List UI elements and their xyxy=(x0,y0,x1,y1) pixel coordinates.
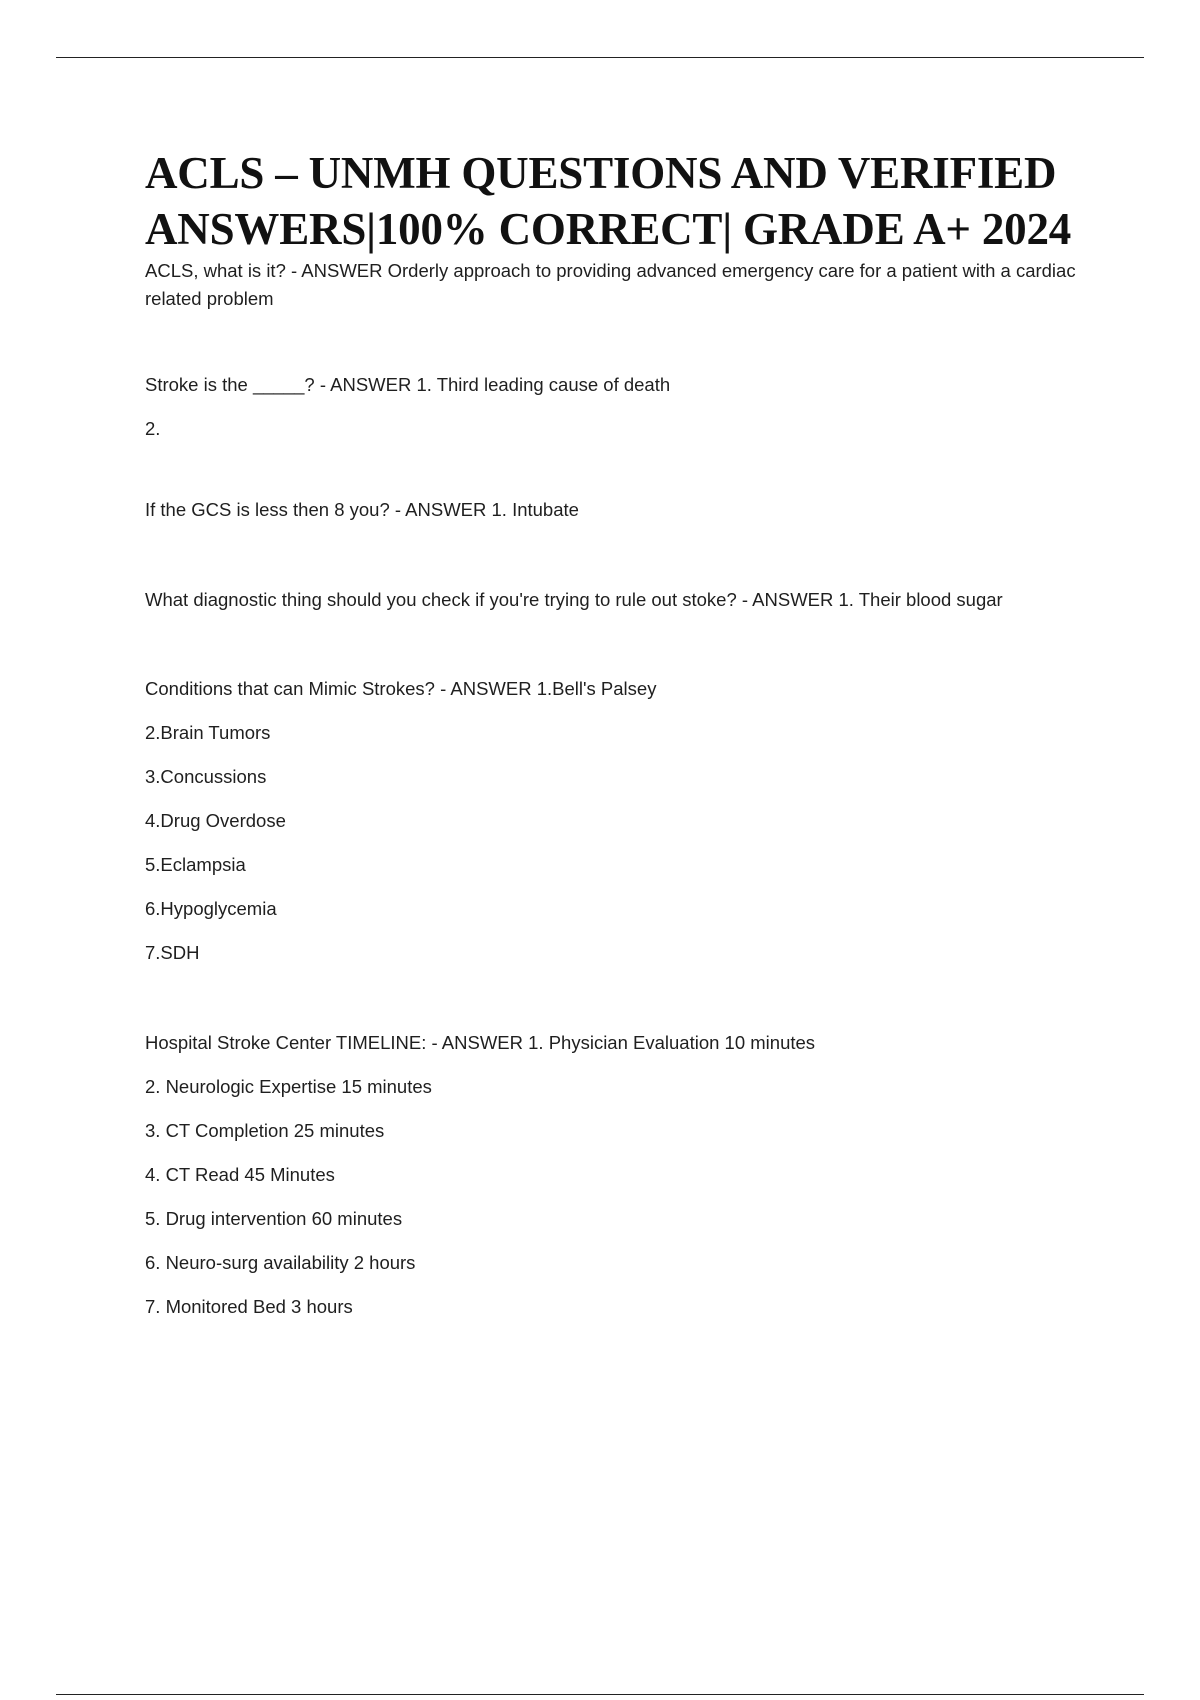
list-item: 7. Monitored Bed 3 hours xyxy=(145,1296,353,1317)
list-item: 2. xyxy=(145,418,161,439)
list-item: 4. CT Read 45 Minutes xyxy=(145,1164,335,1185)
list-item: 5.Eclampsia xyxy=(145,854,246,875)
list-item: 4.Drug Overdose xyxy=(145,810,286,831)
qa-timeline-question: Hospital Stroke Center TIMELINE: - ANSWER 1. Physician Evaluation 10 minutes xyxy=(145,1032,816,1053)
list-item: 6. Neuro-surg availability 2 hours xyxy=(145,1252,416,1273)
qa-mimic-question: Conditions that can Mimic Strokes? - ANSWER 1.Bell's Palsey xyxy=(145,678,657,699)
document-title: ACLS – UNMH QUESTIONS AND VERIFIED ANSWERS|100% CORRECT| GRADE A+ 2024 xyxy=(145,148,1072,254)
document-body xyxy=(145,145,1105,1321)
qa-stroke-question: Stroke is the _____? - ANSWER 1. Third leading cause of death xyxy=(145,374,671,395)
qa-acls-definition: ACLS, what is it? - ANSWER Orderly approach to providing advanced emergency care for a patient with a cardiac related problem xyxy=(145,260,1076,309)
list-item: 7.SDH xyxy=(145,942,200,963)
top-rule xyxy=(56,57,1144,58)
list-item: 2.Brain Tumors xyxy=(145,722,271,743)
list-item: 3.Concussions xyxy=(145,766,267,787)
list-item: 5. Drug intervention 60 minutes xyxy=(145,1208,403,1229)
list-item: 2. Neurologic Expertise 15 minutes xyxy=(145,1076,432,1097)
list-item: 3. CT Completion 25 minutes xyxy=(145,1120,385,1141)
bottom-rule xyxy=(56,1694,1144,1695)
list-item: 6.Hypoglycemia xyxy=(145,898,277,919)
qa-diagnostic-question: What diagnostic thing should you check if you're trying to rule out stoke? - ANSWER 1. Their blood sugar xyxy=(145,589,1003,610)
qa-gcs-question: If the GCS is less then 8 you? - ANSWER 1. Intubate xyxy=(145,499,579,520)
